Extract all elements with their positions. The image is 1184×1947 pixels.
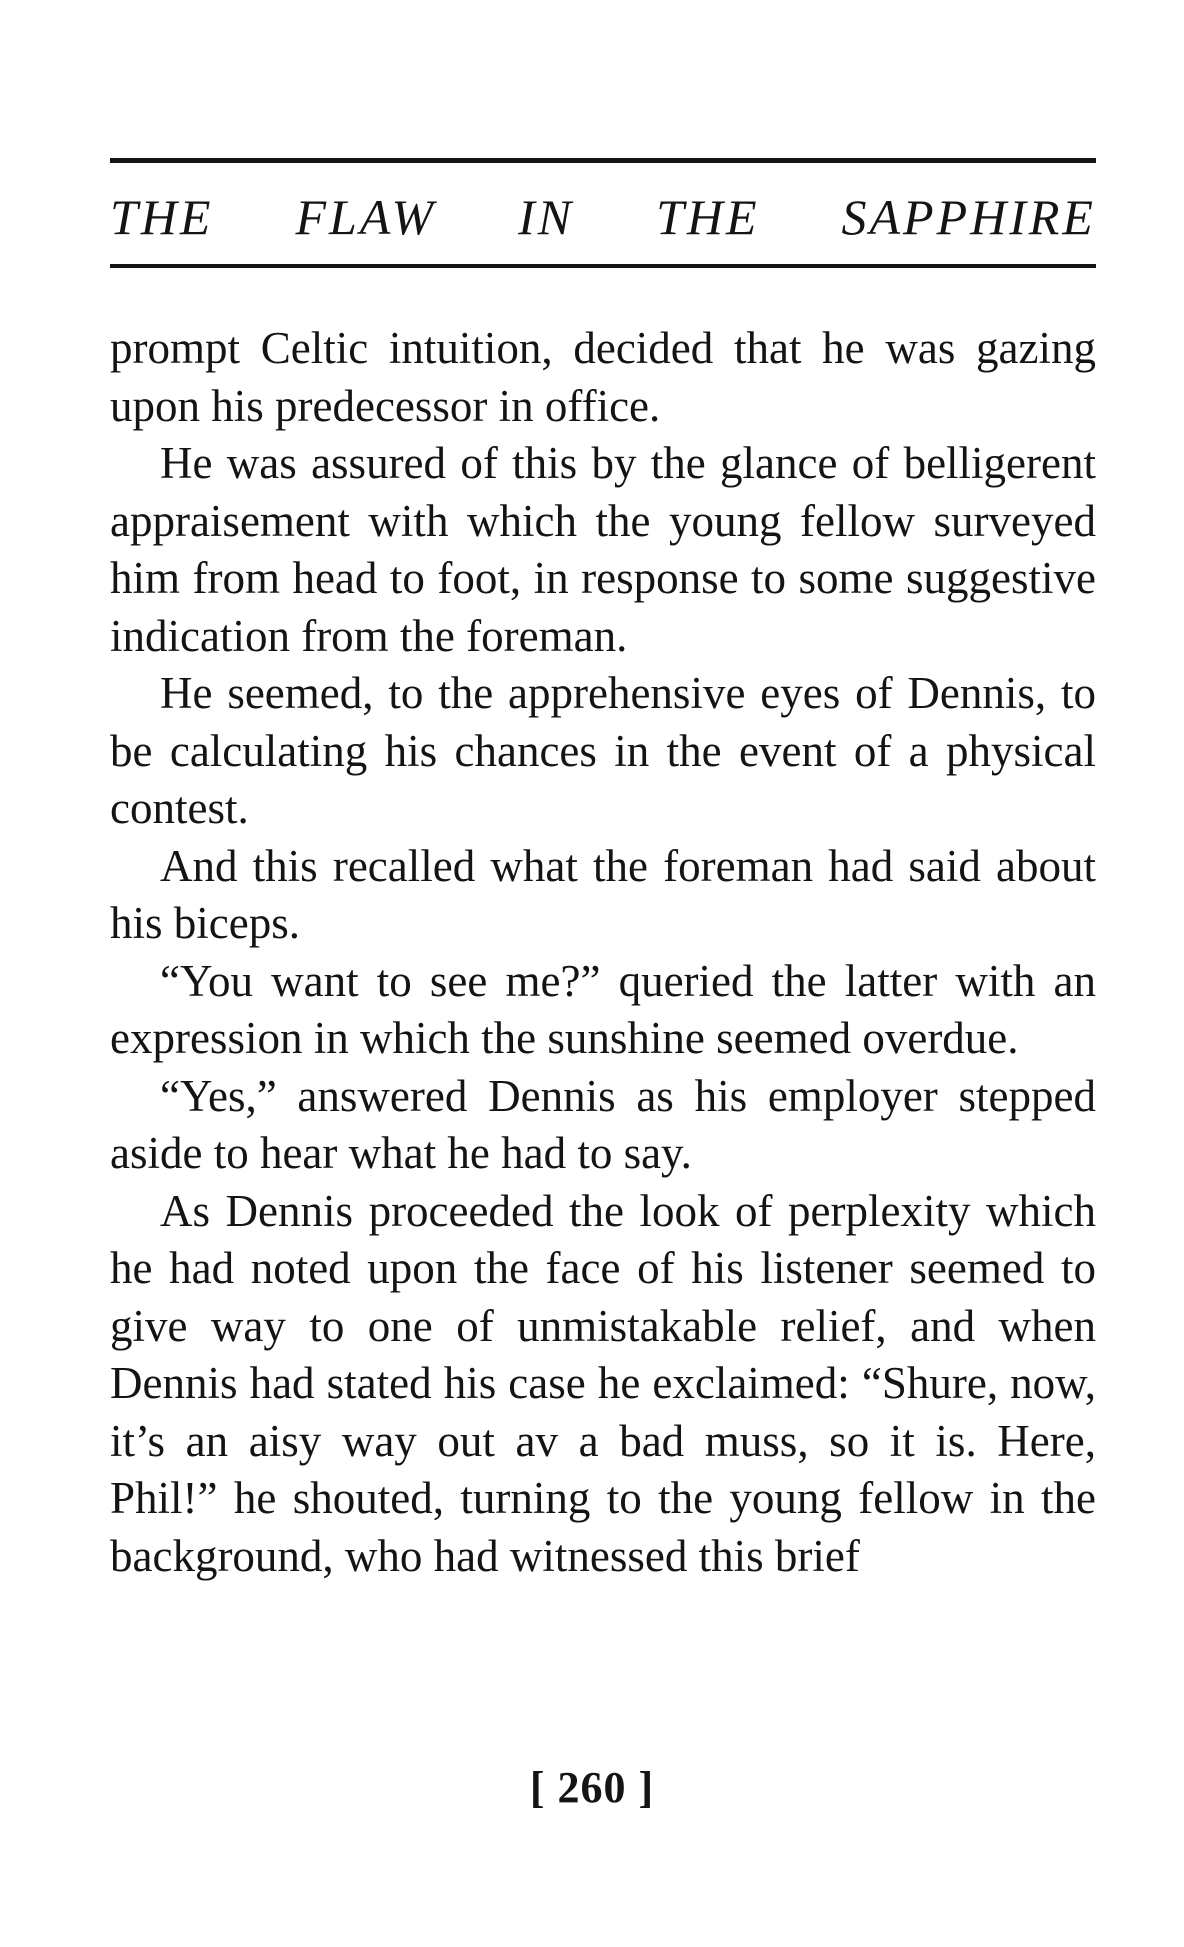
- paragraph: As Dennis proceeded the look of perplexity which he had noted upon the face of his listener seemed to give way to one of unmistakable relief, and when Dennis had stated his case he exclaimed: “Shure, now, it’s an aisy way out av a bad muss, so it is. Here, Phil!” he shouted, turning to the young fellow in the background, who had witnessed this brief: [110, 1185, 1096, 1581]
- paragraph: “Yes,” answered Dennis as his employer stepped aside to hear what he had to say.: [110, 1070, 1096, 1178]
- running-head-word: THE: [110, 189, 214, 245]
- paragraph-continued: prompt Celtic intuition, decided that he was gazing upon his predecessor in office.: [110, 323, 1096, 431]
- body-text: [110, 320, 1096, 1585]
- running-head-word: THE: [656, 189, 760, 245]
- header-rule-top: [110, 158, 1096, 163]
- running-head-word: FLAW: [295, 189, 437, 245]
- paragraph: And this recalled what the foreman had said about his biceps.: [110, 840, 1096, 948]
- paragraph: He was assured of this by the glance of belligerent appraisement with which the young fellow surveyed him from head to foot, in response to some suggestive indication from the foreman.: [110, 438, 1096, 661]
- running-head-word: SAPPHIRE: [841, 189, 1096, 245]
- paragraph: He seemed, to the apprehensive eyes of Dennis, to be calculating his chances in the event of a physical contest.: [110, 668, 1096, 833]
- running-head: [110, 186, 1096, 248]
- page-number: [ 260 ]: [529, 1763, 655, 1812]
- paragraph: “You want to see me?” queried the latter with an expression in which the sunshine seemed overdue.: [110, 955, 1096, 1063]
- running-head-word: IN: [518, 189, 575, 245]
- header-rule-bottom: [110, 264, 1096, 268]
